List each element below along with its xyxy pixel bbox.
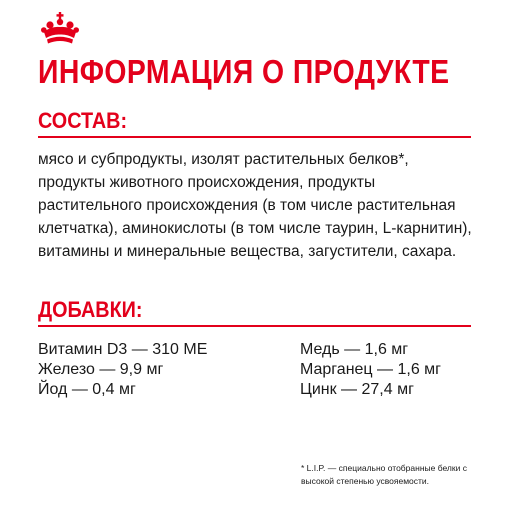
crown-icon: [41, 12, 79, 46]
additives-list: [38, 340, 478, 400]
footnote: * L.I.P. — специально отобранные белки с высокой степенью усвояемости.: [301, 463, 467, 486]
composition-text: мясо и субпродукты, изолят растительных белков*, продукты животного происхождения, продукты растительного происхождения (в том числе растительная клетчатка), аминокислоты (в том числе таурин, L-карнитин), витамины и минеральные вещества, загустители, сахара.: [38, 151, 472, 260]
additive-item: Витамин D3 — 310 МЕ: [38, 341, 208, 358]
additive-item: Йод — 0,4 мг: [38, 381, 136, 398]
composition-divider: [38, 136, 471, 138]
additive-item: Железо — 9,9 мг: [38, 361, 164, 378]
additive-item: Марганец — 1,6 мг: [300, 361, 441, 378]
page-title: ИНФОРМАЦИЯ О ПРОДУКТЕ: [38, 53, 450, 90]
additives-divider: [38, 325, 471, 327]
additive-item: Медь — 1,6 мг: [300, 341, 409, 358]
additives-heading: ДОБАВКИ:: [38, 297, 143, 322]
composition-heading: СОСТАВ:: [38, 108, 128, 133]
additive-item: Цинк — 27,4 мг: [300, 381, 414, 398]
